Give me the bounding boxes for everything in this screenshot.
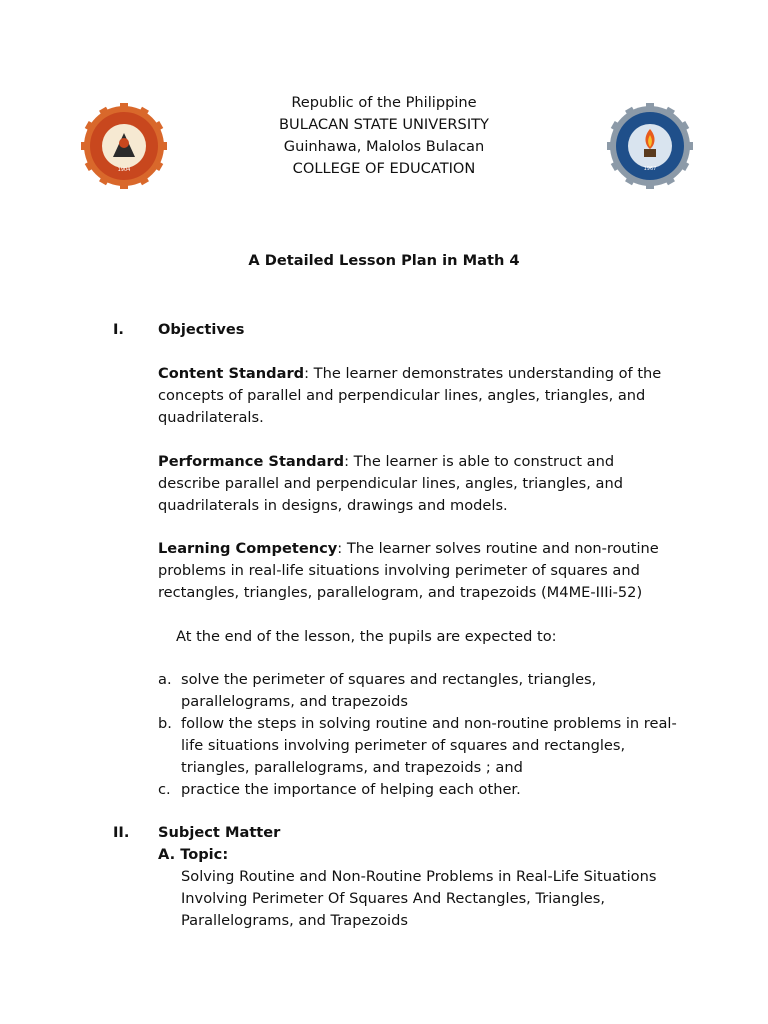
header-line-university: BULACAN STATE UNIVERSITY <box>279 116 489 133</box>
section-1-number: I. <box>113 321 124 338</box>
list-item-text: solve the perimeter of squares and rectangles, triangles, parallelograms, and trapezoids <box>181 671 597 710</box>
content-standard-text: : The learner demonstrates understanding of the concepts of parallel and perpendicular lines, angles, triangles, and quadrilaterals. <box>158 365 662 426</box>
document-header <box>0 92 768 180</box>
content-standard-label: Content Standard <box>158 365 305 382</box>
section-2-number: II. <box>113 824 130 841</box>
topic-text: Solving Routine and Non-Routine Problems in Real-Life Situations Involving Perimeter Of Squares And Rectangles, Triangles, Parallelograms, and Trapezoids <box>181 868 657 929</box>
right-seal-year: 1967 <box>643 166 657 172</box>
left-seal-year: 1904 <box>117 167 131 173</box>
list-item-marker: b. <box>158 715 172 732</box>
objectives-list <box>158 669 678 801</box>
list-item <box>158 669 678 713</box>
header-line-address: Guinhawa, Malolos Bulacan <box>283 138 485 155</box>
topic-label: A. Topic: <box>158 846 229 863</box>
performance-standard <box>158 451 678 517</box>
objectives-intro: At the end of the lesson, the pupils are expected to: <box>176 628 557 645</box>
lesson-plan-title: A Detailed Lesson Plan in Math 4 <box>248 252 520 269</box>
learning-competency-text: : The learner solves routine and non-routine problems in real-life situations involving perimeter of squares and rectangles, triangles, parallelogram, and trapezoids (M4ME-IIIi-52) <box>158 540 659 601</box>
header-line-republic: Republic of the Philippine <box>291 94 477 111</box>
content-standard <box>158 363 678 429</box>
list-item-marker: c. <box>158 781 171 798</box>
learning-competency <box>158 538 678 604</box>
list-item <box>158 713 678 779</box>
performance-standard-label: Performance Standard <box>158 453 345 470</box>
performance-standard-text: : The learner is able to construct and describe parallel and perpendicular lines, angles, triangles, and quadrilaterals in designs, drawings and models. <box>158 453 623 514</box>
header-line-college: COLLEGE OF EDUCATION <box>292 160 476 177</box>
list-item-marker: a. <box>158 671 172 688</box>
section-2-title: Subject Matter <box>158 824 281 841</box>
list-item-text: follow the steps in solving routine and non-routine problems in real-life situations involving perimeter of squares and rectangles, triangles, parallelograms, and trapezoids ; and <box>181 715 677 776</box>
section-1-title: Objectives <box>158 321 245 338</box>
list-item-text: practice the importance of helping each other. <box>181 781 521 798</box>
learning-competency-label: Learning Competency <box>158 540 338 557</box>
list-item <box>158 779 678 801</box>
